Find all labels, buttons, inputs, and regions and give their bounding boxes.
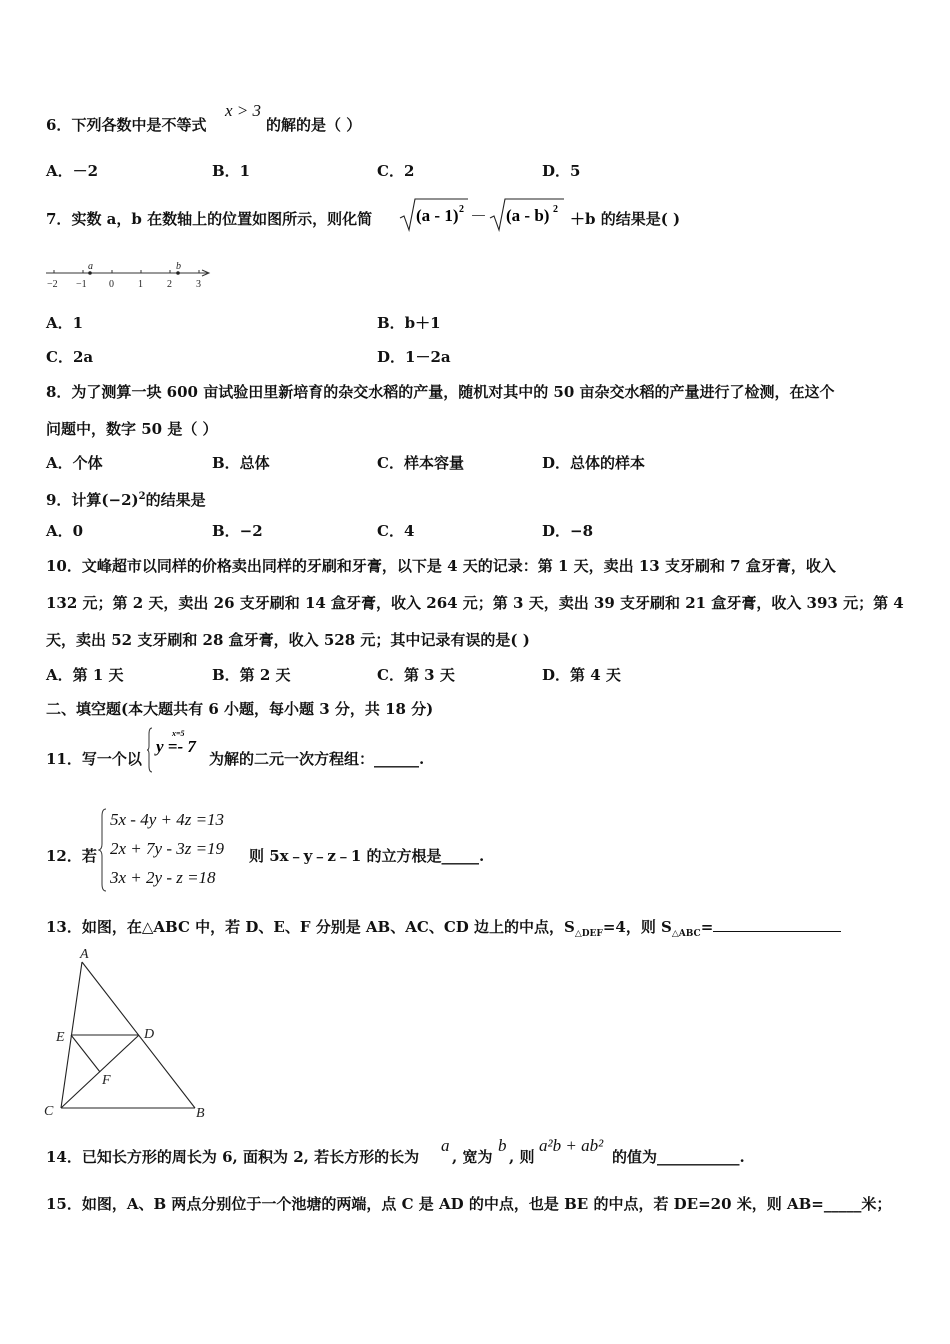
q14-text-b: , 宽为 <box>452 1148 493 1166</box>
q7-tick-label-6: 3 <box>196 279 201 290</box>
q8-option-d: D．总体的样本 <box>542 454 646 472</box>
q12-equation-3: 3x + 2y - z =18 <box>110 868 216 887</box>
q6-option-d: D．5 <box>542 162 581 180</box>
q10-option-d: D．第 4 天 <box>542 666 621 684</box>
q12-equation-2: 2x + 7y - 3z =19 <box>110 839 225 858</box>
q7-tick-label-4: 1 <box>138 279 143 290</box>
q10-line-3: 天，卖出 52 支牙刷和 28 盒牙膏，收入 528 元；其中记录有误的是( ) <box>46 631 530 649</box>
q8-line-2: 问题中，数字 50 是（ ） <box>46 420 218 438</box>
q11-system-main: y =- 7 <box>156 737 196 756</box>
q7-option-d: D．1－2a <box>377 348 451 366</box>
q6-text-b: 的解的是（ ） <box>266 116 362 134</box>
q13-label-d: D <box>144 1027 155 1042</box>
q11-system-top: x=5 <box>172 729 185 738</box>
q10-option-c: C．第 3 天 <box>377 666 455 684</box>
q9-option-d: D．−8 <box>542 522 594 540</box>
q7-option-b: B．b＋1 <box>377 314 441 332</box>
q13-answer-blank <box>713 917 841 932</box>
q13-label-b: B <box>196 1106 205 1121</box>
q7-tick-label-1: −2 <box>47 279 58 290</box>
q9-exponent: 2 <box>138 491 146 502</box>
q9-option-c: C．4 <box>377 522 415 540</box>
section-2-title: 二、填空题(本大题共有 6 小题，每小题 3 分，共 18 分) <box>46 700 434 718</box>
q9-option-b: B．−2 <box>212 522 263 540</box>
q13-sub-def: △DEF <box>574 929 603 939</box>
q7-option-c: C．2a <box>46 348 94 366</box>
q7-number-line <box>40 260 220 292</box>
q7-radical-2 <box>488 196 568 232</box>
q13-triangle-figure <box>40 944 220 1124</box>
q6-stem <box>46 115 206 135</box>
q13-text-a: 13．如图，在△ABC 中，若 D、E、F 分别是 AB、AC、CD 边上的中点，S <box>46 918 575 936</box>
q13-segment-ef <box>71 1035 100 1072</box>
q7-stem <box>46 209 372 229</box>
q12-text-b: 则 5x﹣y﹣z﹣1 的立方根是_____. <box>249 847 485 865</box>
q13-text-c: = <box>700 918 714 936</box>
q14-text-d: 的值为___________. <box>612 1148 745 1166</box>
q7-option-a: A．1 <box>46 314 84 332</box>
q6-option-a: A．－2 <box>46 162 99 180</box>
q11-system <box>146 726 210 774</box>
q11-number: 11．写一个以 <box>46 750 142 768</box>
q10-option-a: A．第 1 天 <box>46 666 124 684</box>
q10-line-1: 10．文峰超市以同样的价格卖出同样的牙刷和牙膏，以下是 4 天的记录：第 1 天，卖出 13 支牙刷和 7 盒牙膏，收入 <box>46 557 836 575</box>
q13-text-b: =4，则 S <box>602 918 672 936</box>
q13-label-f: F <box>102 1073 111 1088</box>
q14-var-a: a <box>441 1136 450 1155</box>
q6-inequality: x > 3 <box>225 101 262 120</box>
q7-minus: － <box>470 207 487 226</box>
q7-text-b: ＋b 的结果是( ) <box>570 210 681 228</box>
q8-option-c: C．样本容量 <box>377 454 464 472</box>
q14-var-b: b <box>498 1136 507 1155</box>
q13-label-a: A <box>80 947 89 962</box>
q7-radical-1-body: (a - 1) <box>416 206 459 225</box>
q7-point-b-label: b <box>176 261 181 272</box>
q8-line-1: 8．为了测算一块 600 亩试验田里新培育的杂交水稻的产量，随机对其中的 50 亩杂交水稻的产量进行了检测，在这个 <box>46 383 835 401</box>
q6-option-c: C．2 <box>377 162 415 180</box>
q9-option-a: A．0 <box>46 522 84 540</box>
q7-text-a: 实数 a，b 在数轴上的位置如图所示，则化简 <box>71 210 373 228</box>
q7-point-a-label: a <box>88 261 93 272</box>
q13-sub-abc: △ABC <box>671 929 701 939</box>
q7-radical-1-exp: 2 <box>459 204 464 215</box>
q8-option-a: A．个体 <box>46 454 103 472</box>
q13-stem <box>46 917 841 944</box>
q7-radical-2-exp: 2 <box>553 204 558 215</box>
q14-text-c: , 则 <box>509 1148 535 1166</box>
q12-brace <box>98 808 108 892</box>
q14-expression: a²b + ab² <box>539 1136 604 1155</box>
q6-text-a: 下列各数中是不等式 <box>71 116 207 134</box>
q9-text-b: 的结果是 <box>145 491 206 509</box>
q7-radical-2-body: (a - b) <box>506 206 550 225</box>
q7-tick-label-3: 0 <box>109 279 114 290</box>
q9-text-a: 9．计算(−2) <box>46 491 139 509</box>
q10-line-2: 132 元；第 2 天，卖出 26 支牙刷和 14 盒牙膏，收入 264 元；第 3 天，卖出 39 支牙刷和 21 盒牙膏，收入 393 元；第 4 <box>46 594 904 612</box>
q10-option-b: B．第 2 天 <box>212 666 291 684</box>
q13-label-c: C <box>44 1104 54 1119</box>
q13-label-e: E <box>56 1030 65 1045</box>
q11-text-b: 为解的二元一次方程组：______. <box>209 750 425 768</box>
q8-option-b: B．总体 <box>212 454 270 472</box>
q9-stem <box>46 487 206 510</box>
q12-number: 12．若 <box>46 847 97 865</box>
q7-radical-1 <box>398 196 470 232</box>
q7-tick-label-2: −1 <box>76 279 87 290</box>
q7-number: 7． <box>46 210 72 228</box>
q14-text-a: 14．已知长方形的周长为 6, 面积为 2, 若长方形的长为 <box>46 1148 420 1166</box>
q12-equation-1: 5x - 4y + 4z =13 <box>110 810 225 829</box>
q6-option-b: B．1 <box>212 162 251 180</box>
q6-number: 6． <box>46 116 72 134</box>
q15-text: 15．如图，A、B 两点分别位于一个池塘的两端，点 C 是 AD 的中点，也是 BE 的中点，若 DE=20 米，则 AB=_____米； <box>46 1195 892 1213</box>
q7-tick-label-5: 2 <box>167 279 172 290</box>
